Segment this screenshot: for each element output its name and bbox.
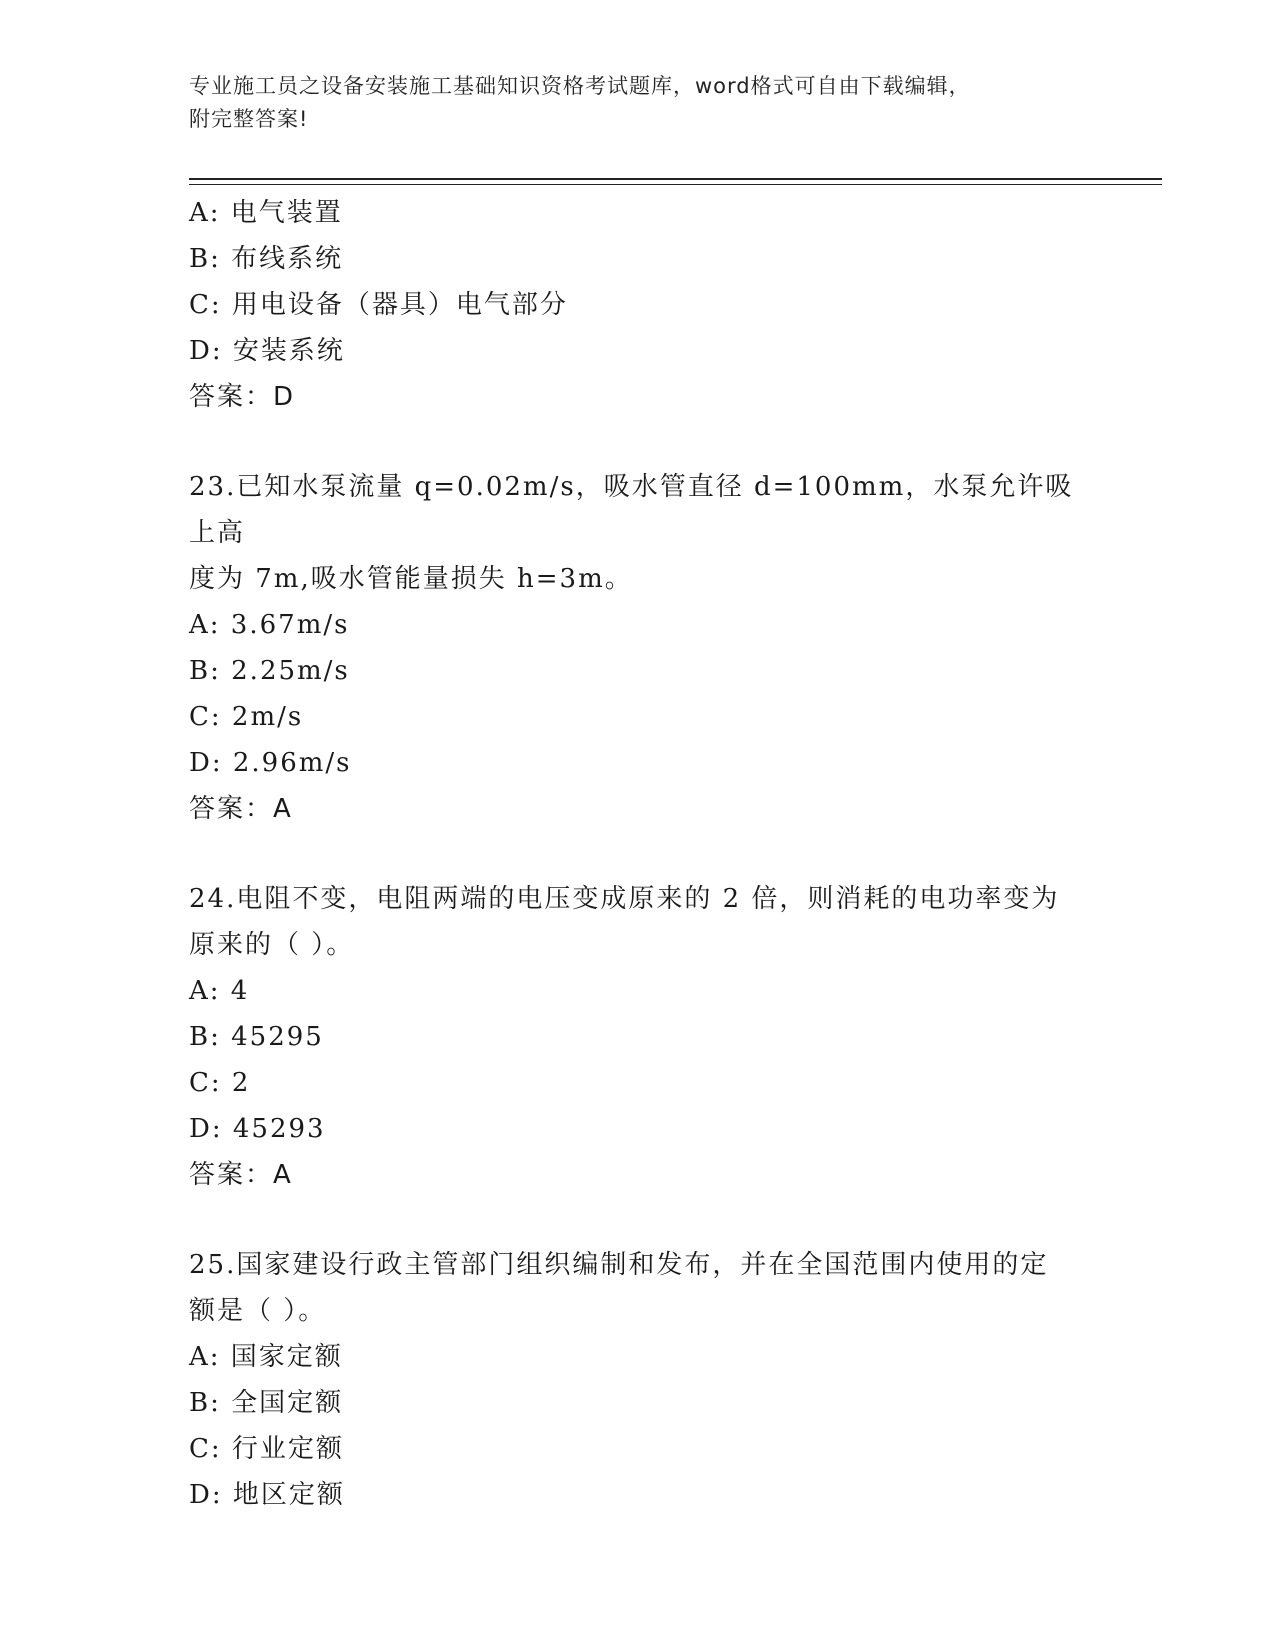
option-a: A: 国家定额 (189, 1342, 343, 1372)
answer: 答案：A (189, 794, 293, 824)
option-b: B: 2.25m/s (189, 656, 350, 686)
option-b: B: 全国定额 (189, 1388, 344, 1418)
option-a: A: 3.67m/s (189, 610, 350, 640)
option-a: A: 4 (189, 976, 250, 1006)
option-b: B: 布线系统 (189, 244, 344, 274)
question-text-line-1: 24.电阻不变，电阻两端的电压变成原来的 2 倍，则消耗的电功率变为 (189, 884, 1060, 914)
option-c: C: 用电设备（器具）电气部分 (189, 290, 568, 320)
option-d: D: 2.96m/s (189, 748, 352, 778)
header-line-1: 专业施工员之设备安装施工基础知识资格考试题库，word格式可自由下载编辑， (189, 74, 971, 98)
question-24 (189, 876, 1089, 1198)
document-header (189, 70, 1069, 136)
option-c: C: 2 (189, 1068, 251, 1098)
answer: 答案：A (189, 1160, 293, 1190)
question-text-line-2: 原来的（ ）。 (189, 930, 355, 960)
header-rule-thin (189, 184, 1162, 185)
question-text-line-1: 25.国家建设行政主管部门组织编制和发布，并在全国范围内使用的定 (189, 1250, 1049, 1280)
question-text-line-2: 额是（ ）。 (189, 1296, 327, 1326)
question-text-line-2: 度为 7m,吸水管能量损失 h=3m。 (189, 564, 633, 594)
option-d: D: 地区定额 (189, 1480, 345, 1510)
option-d: D: 45293 (189, 1114, 326, 1144)
header-line-2: 附完整答案! (189, 107, 309, 131)
header-rule-thick (189, 178, 1162, 180)
option-b: B: 45295 (189, 1022, 324, 1052)
option-c: C: 2m/s (189, 702, 304, 732)
question-22 (189, 190, 1089, 420)
option-c: C: 行业定额 (189, 1434, 344, 1464)
question-25 (189, 1242, 1089, 1518)
question-23 (189, 464, 1089, 832)
option-a: A: 电气装置 (189, 198, 343, 228)
question-list (189, 190, 1089, 1518)
answer: 答案：D (189, 382, 296, 412)
option-d: D: 安装系统 (189, 336, 345, 366)
question-text-line-1: 23.已知水泵流量 q=0.02m/s，吸水管直径 d=100mm，水泵允许吸上高 (189, 472, 1074, 548)
